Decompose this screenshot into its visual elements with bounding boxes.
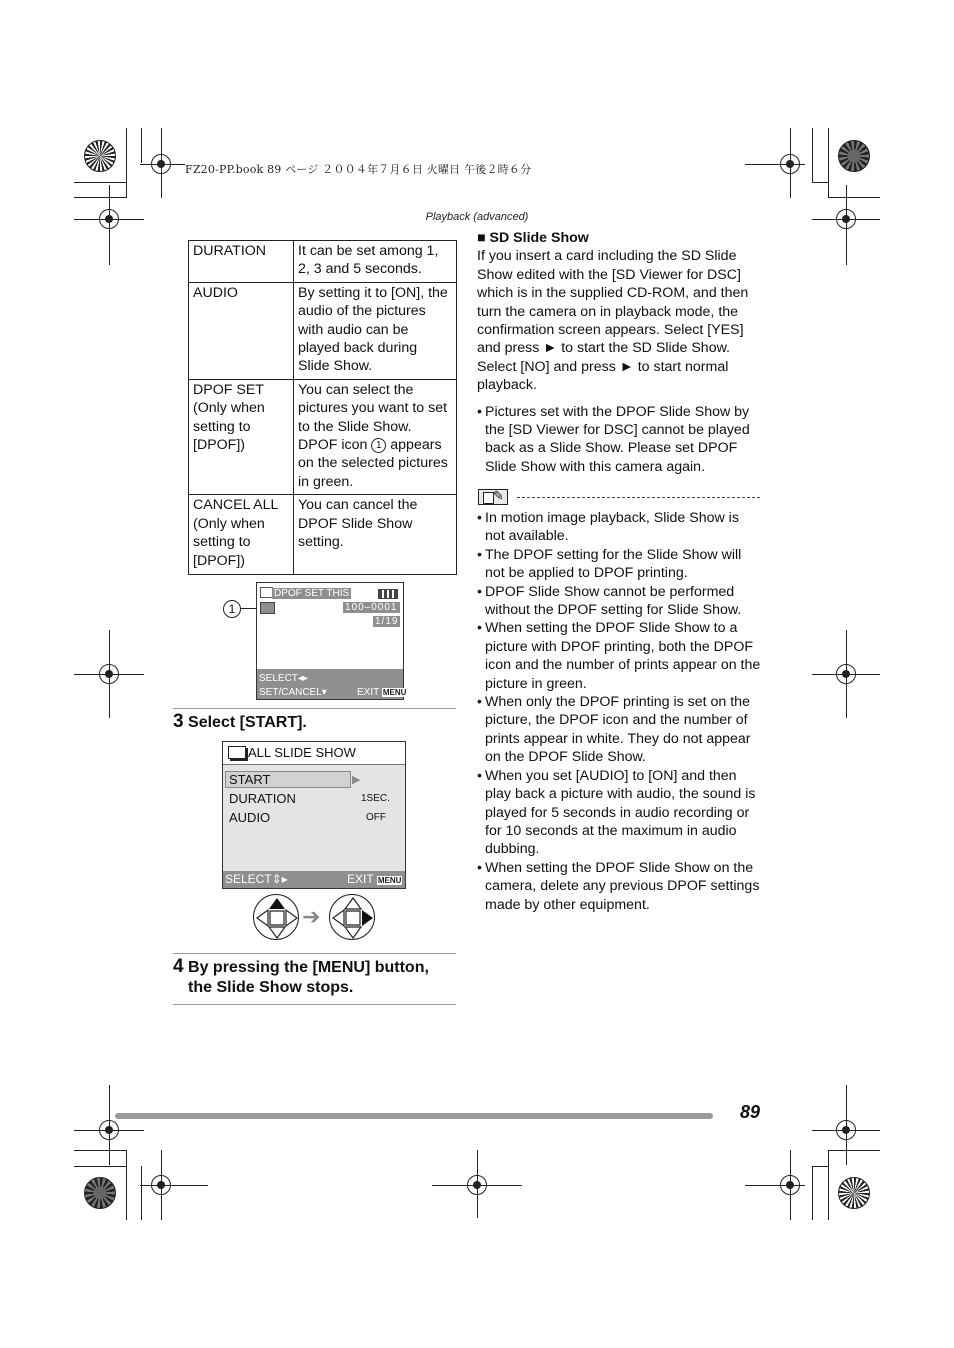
screen-hint-bar	[223, 871, 405, 888]
list-item: • DPOF Slide Show cannot be performed without the DPOF setting for Slide Show.	[477, 583, 761, 620]
section-paragraph: If you insert a card including the SD Slide Show edited with the [SD Viewer for DSC] which is in the supplied CD-ROM, and then turn the camera on in playback mode, the confirmation screen appears. Select [YES] and press ► to start the SD Slide Show. Select [NO] and press ► to start normal playback.	[477, 248, 749, 394]
registration-star-icon	[838, 140, 870, 172]
callout-marker: 1	[223, 600, 241, 618]
list-item: • In motion image playback, Slide Show is not available.	[477, 509, 761, 546]
page-number: 89	[739, 1102, 760, 1122]
menu-item-audio-value: OFF	[366, 812, 386, 823]
table-row	[189, 282, 457, 379]
divider	[173, 953, 456, 954]
step-3	[173, 711, 307, 733]
section-label: Playback (advanced)	[425, 211, 529, 223]
setcancel-hint: SET/CANCEL▾	[259, 687, 327, 698]
menu-item-duration: DURATION	[229, 791, 296, 806]
screen-title-bar	[223, 742, 405, 765]
dpof-slideshow-icon	[260, 602, 275, 614]
step-number: 4	[173, 956, 184, 977]
menu-item-audio: AUDIO	[229, 810, 271, 825]
down-arrow-icon: ▾	[321, 687, 327, 698]
step-text: Select [START].	[188, 714, 307, 731]
note-icon: ✎	[478, 489, 508, 505]
up-down-arrow-icon: ⇕▸	[271, 872, 288, 886]
table-key: DPOF SET (Only when setting to [DPOF])	[189, 379, 294, 494]
list-item: • The DPOF setting for the Slide Show will not be applied to DPOF printing.	[477, 546, 761, 583]
table-value: By setting it to [ON], the audio of the pictures with audio can be played back during Slide Show.	[294, 282, 457, 379]
table-key: AUDIO	[189, 282, 294, 379]
table-row	[189, 495, 457, 575]
exit-hint: EXIT MENU	[357, 687, 407, 698]
menu-key-icon: MENU	[377, 876, 402, 885]
notes-list	[477, 509, 761, 914]
footer-bar	[115, 1113, 713, 1119]
step-4	[173, 957, 429, 998]
table-key: DURATION	[189, 241, 294, 283]
callout-marker: 1	[371, 438, 386, 453]
menu-item-start: START	[229, 772, 271, 787]
table-row	[189, 241, 457, 283]
cursor-pad-right-icon	[329, 894, 375, 940]
divider	[173, 1004, 456, 1005]
square-bullet-icon: ■	[477, 230, 490, 246]
list-item: • When setting the DPOF Slide Show to a picture with DPOF printing, both the DPOF icon and the number of prints appear on the picture in green.	[477, 619, 761, 693]
arrow-right-icon: ➔	[302, 904, 321, 929]
select-hint: SELECT◂▸	[259, 673, 308, 684]
cursor-pad-up-icon	[253, 894, 299, 940]
menu-item-duration-value: 1SEC.	[361, 793, 390, 804]
table-value: You can cancel the DPOF Slide Show setting.	[294, 495, 457, 575]
camera-screen-slideshow	[222, 741, 406, 889]
list-item: • When you set [AUDIO] to [ON] and then play back a picture with audio, the sound is played for 5 seconds in audio recording or for 10 seconds at the maximum in audio dubbing.	[477, 767, 761, 859]
file-stamp: FZ20-PP.book 89 ページ ２００４年７月６日 火曜日 午後２時６分	[185, 163, 532, 176]
exit-hint: EXIT MENU	[347, 872, 402, 886]
table-key: CANCEL ALL (Only when setting to [DPOF])	[189, 495, 294, 575]
file-number: 100–0001	[345, 602, 398, 613]
section-bullets	[477, 403, 761, 477]
table-value: You can select the pictures you want to set to the Slide Show. DPOF icon 1 appears on the selected pictures in green.	[294, 379, 457, 494]
picture-count: 1/19	[375, 616, 399, 627]
table-value: It can be set among 1, 2, 3 and 5 seconds.	[294, 241, 457, 283]
menu-key-icon: MENU	[382, 688, 407, 697]
selection-arrow-icon: ▶	[352, 774, 361, 786]
list-item: • Pictures set with the DPOF Slide Show by the [SD Viewer for DSC] cannot be played back as a Slide Show. Please set DPOF Slide Show with this camera again.	[477, 403, 761, 477]
camera-screen-dpof	[256, 582, 407, 700]
registration-star-icon	[838, 1177, 870, 1209]
list-item: • When setting the DPOF Slide Show on the camera, delete any previous DPOF settings made by other equipment.	[477, 859, 761, 914]
sd-slide-show-section	[477, 229, 761, 476]
settings-table	[188, 240, 457, 575]
note-dashed-rule	[517, 497, 760, 498]
step-text-line2: the Slide Show stops.	[188, 979, 354, 996]
table-row	[189, 379, 457, 494]
registration-star-icon	[84, 140, 116, 172]
battery-icon	[378, 589, 398, 599]
step-number: 3	[173, 711, 184, 732]
registration-star-icon	[84, 1177, 116, 1209]
list-item: • When only the DPOF printing is set on the picture, the DPOF icon and the number of prints appear in white. They do not appear on the DPOF Slide Show.	[477, 693, 761, 767]
screen-title: DPOF SET THIS	[274, 588, 350, 599]
select-hint: SELECT⇕▸	[225, 872, 288, 886]
divider	[173, 708, 456, 709]
step-text-line1: By pressing the [MENU] button,	[188, 959, 429, 976]
slideshow-icon	[228, 746, 246, 759]
screen-title: ALL SLIDE SHOW	[248, 745, 356, 760]
section-heading: ■ SD Slide Show	[477, 230, 589, 246]
left-right-arrow-icon: ◂▸	[297, 673, 308, 684]
notes-section	[477, 509, 761, 914]
